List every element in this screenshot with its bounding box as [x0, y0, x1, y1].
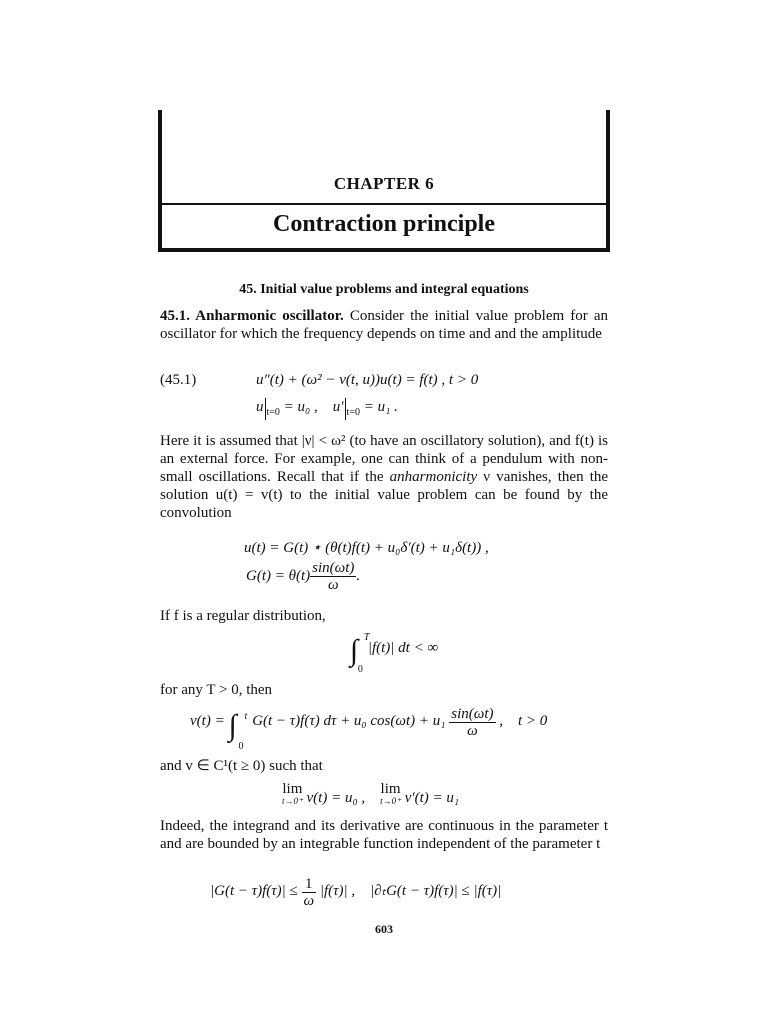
v-body: G(t − τ)f(τ) dτ + u₀ cos(ωt) + u₁	[252, 713, 446, 729]
green-function-line	[246, 560, 360, 593]
v-tail: , t > 0	[499, 713, 548, 729]
equation-line-2: u $_{t=0}$ = u₀ , u′ $_{t=0}$ = u₁ .	[256, 399, 398, 418]
emphasis-anharmonicity: anharmonicity	[389, 469, 478, 485]
initial-u1: = u₁ .	[363, 399, 398, 415]
limit-v: v(t) = u₀ ,	[306, 790, 366, 806]
bound-mid: |f(τ)| ,	[319, 883, 356, 899]
bound-lhs: |G(t − τ)f(τ)| ≤	[210, 883, 298, 899]
limit-2: lim t→0⁺	[380, 781, 401, 806]
equation-line-1: u″(t) + (ω² − ν(t, u))u(t) = f(t) , t > 0	[256, 372, 479, 388]
chapter-rule	[162, 203, 606, 205]
initial-u0: = u₀ ,	[283, 399, 318, 415]
paragraph-regular: If f is a regular distribution,	[160, 608, 326, 624]
paragraph-part-1: Here it is assumed that |ν| < ω² (to have an oscillatory solution), and f(t) is an external force. For example, one can think of a pendulum with non-small oscillations. Recall that if the	[160, 433, 608, 485]
v-lhs: v(t) =	[190, 713, 225, 729]
v-integral-lower: 0	[238, 741, 244, 752]
paragraph-assumption	[160, 432, 608, 522]
bound-denominator: ω	[303, 893, 315, 909]
chapter-title: Contraction principle	[273, 211, 495, 237]
green-lhs: G(t) = θ(t)	[246, 567, 311, 584]
convolution-line: u(t) = G(t) ⋆ (θ(t)f(t) + u₀δ′(t) + u₁δ(t)) ,	[244, 540, 489, 556]
chapter-header	[158, 110, 610, 252]
page-number: 603	[375, 922, 393, 936]
equation-tag: (45.1)	[160, 372, 197, 388]
v-numerator: sin(ωt)	[451, 706, 494, 722]
v-integral-upper: t	[244, 711, 248, 722]
bound-fraction	[302, 876, 317, 909]
v-denominator: ω	[467, 723, 478, 739]
paragraph-any-t: for any T > 0, then	[160, 682, 273, 698]
integral-lower: 0	[357, 664, 363, 675]
integral-upper: T	[363, 632, 370, 643]
section-heading: 45. Initial value problems and integral equations	[239, 282, 529, 297]
bound-rhs: |∂ₜG(t − τ)f(τ)| ≤ |f(τ)|	[370, 883, 502, 899]
green-numerator: sin(ωt)	[312, 560, 355, 576]
equation-integral: ∫ T 0 |f(t)| dt < ∞	[349, 632, 439, 675]
integral-body: |f(t)| dt < ∞	[367, 640, 439, 656]
paragraph-anharmonic	[160, 307, 608, 343]
bound-numerator: 1	[302, 876, 317, 893]
paragraph-smooth: and v ∈ C¹(t ≥ 0) such that	[160, 758, 323, 774]
chapter-label: CHAPTER 6	[333, 174, 435, 193]
paragraph-lead: 45.1. Anharmonic oscillator.	[160, 308, 344, 324]
paragraph-part-2: ν vanishes, then the solution u(t) = v(t) to the initial value problem can be found by the convolution	[160, 469, 609, 521]
green-end: .	[356, 567, 361, 584]
limit-1: lim t→0⁺	[282, 781, 303, 806]
paragraph-integrand: Indeed, the integrand and its derivative are continuous in the parameter t and are bounded by an integrable function independent of the parameter t	[160, 818, 608, 852]
paragraph-text: Consider the initial value problem for an oscillator for which the frequency depends on time and and the amplitude	[160, 308, 608, 342]
green-denominator: ω	[327, 577, 339, 593]
limit-v-prime: v′(t) = u₁	[404, 790, 460, 806]
green-fraction	[310, 560, 356, 593]
v-fraction	[449, 706, 495, 739]
